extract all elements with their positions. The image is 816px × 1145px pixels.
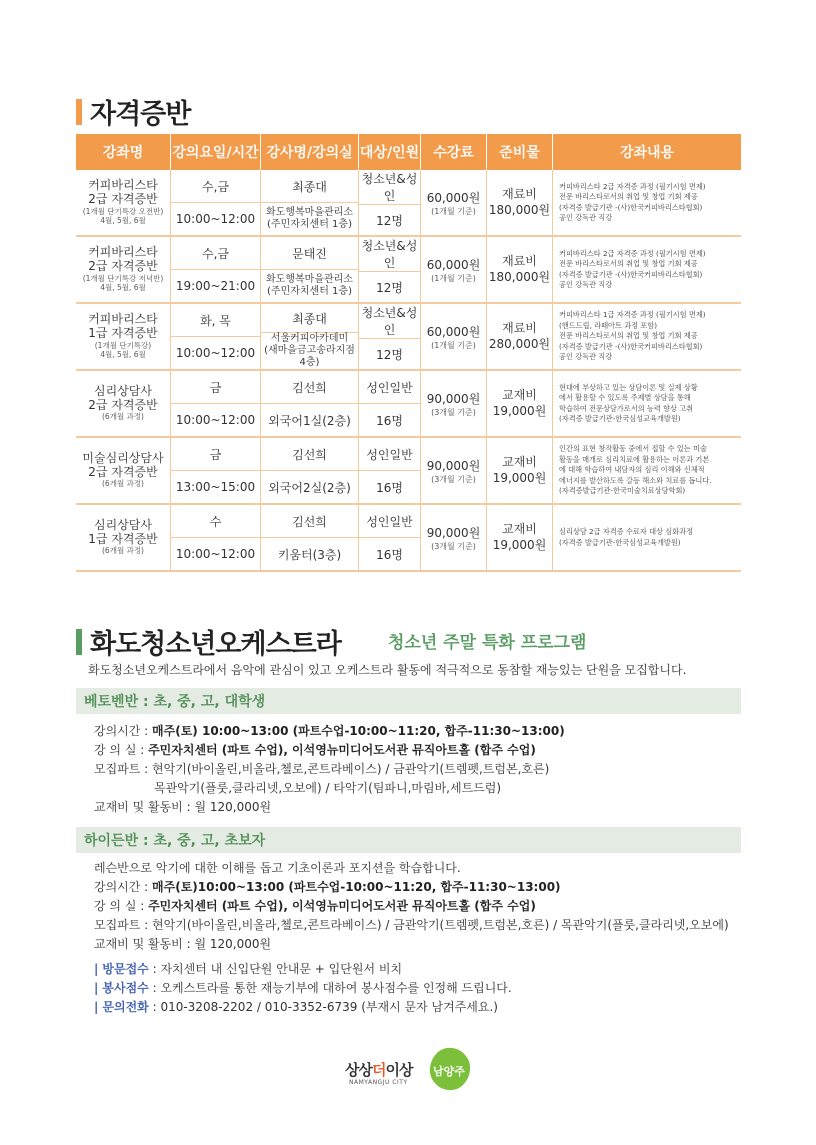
contact-line: | 문의전화 : 010-3208-2202 / 010-3352-6739 (부재시 문자 남겨주세요.) (94, 1000, 498, 1014)
info-line: 교재비 및 활동비 : 월 120,000원 (94, 800, 272, 814)
desc-line: (자격증 발급기관 -(사)한국커피바리스타협회) (559, 269, 703, 279)
logo-wordmark: 상상더이상 (345, 1061, 413, 1079)
room (261, 270, 358, 302)
fee-note: (1개월 기준) (431, 206, 476, 216)
desc-line: 전문 바리스타로서의 취업 및 창업 기회 제공 (559, 259, 698, 269)
contact-line: | 봉사점수 : 오케스트라를 통한 재능기부에 대하여 봉사점수를 인정해 드립니다. (94, 981, 512, 995)
desc-line: 공인 강독관 직강 (559, 352, 613, 362)
fee-note: (3개월 기준) (431, 474, 476, 484)
fee-cell (421, 438, 487, 503)
teacher-cell (261, 304, 359, 369)
fee-cell (421, 304, 487, 369)
header-cell: 준비물 (487, 134, 553, 170)
schedule-cell (171, 371, 261, 436)
desc-line: (자격증 발급기관-한국심성교육개발원) (559, 537, 681, 547)
course-day: 수,금 (171, 170, 260, 203)
desc-line: 커피바리스타 1급 자격증 과정 (필기시험 면제) (559, 310, 706, 320)
teacher-cell (261, 505, 359, 570)
description-cell (553, 371, 741, 436)
course-day: 화, 목 (171, 304, 260, 337)
table-body (76, 170, 741, 572)
target-cell (359, 371, 421, 436)
contact-line: | 방문접수 : 자치센터 내 신입단원 안내문 + 입단원서 비치 (94, 962, 403, 976)
fee-note: (3개월 기준) (431, 541, 476, 551)
course-name-cell (76, 237, 171, 302)
haydn-info (94, 859, 729, 954)
teacher-name: 김선희 (261, 505, 358, 538)
table-row (76, 170, 741, 237)
teacher-cell (261, 237, 359, 302)
course-name: 2급 자격증반 (88, 464, 158, 479)
section-bar (76, 99, 82, 125)
material-label: 교재비 (502, 454, 537, 469)
teacher-name: 김선희 (261, 371, 358, 404)
room-line: (새마을금고송라지점4층) (264, 345, 355, 368)
target: 청소년&성인 (359, 304, 420, 339)
fee: 90,000원 (426, 391, 481, 406)
material-cell (487, 505, 553, 570)
section-bar (76, 629, 82, 655)
section-title-orchestra (76, 622, 341, 661)
course-subnote: (6개월 과정) (102, 546, 144, 556)
target-cell (359, 237, 421, 302)
target-cell (359, 505, 421, 570)
schedule-cell (171, 438, 261, 503)
table-row (76, 505, 741, 572)
section-subtitle: 청소년 주말 특화 프로그램 (388, 633, 587, 653)
capacity: 16명 (376, 480, 403, 495)
fee: 60,000원 (426, 324, 481, 339)
course-time: 10:00~12:00 (175, 346, 256, 360)
room-line: 화도행복마을관리소 (266, 207, 353, 218)
material-cost: 19,000원 (492, 470, 547, 485)
target: 청소년&성인 (359, 170, 420, 205)
course-table (76, 134, 741, 572)
desc-line: (자격증 발급기관 -(사)한국커피바리스타협회) (559, 202, 703, 212)
capacity: 12명 (376, 347, 403, 362)
logo-subtext: NAMYANGJU CITY (349, 1079, 408, 1086)
target: 청소년&성인 (359, 237, 420, 272)
capacity: 12명 (376, 280, 403, 295)
teacher-cell (261, 170, 359, 235)
course-time: 10:00~12:00 (175, 547, 256, 561)
course-day: 금 (171, 371, 260, 404)
capacity: 16명 (376, 547, 403, 562)
info-line: 모집파트 : 현악기(바이올린,비올라,첼로,콘트라베이스) / 금관악기(트렘펫,트럼본,호른) (94, 762, 550, 776)
desc-line: 커피바리스타 2급 자격증 과정 (필기시험 면제) (559, 181, 706, 191)
fee-note: (1개월 기준) (431, 340, 476, 350)
desc-line: 공인 강독관 직강 (559, 279, 613, 289)
course-name: 1급 자격증반 (88, 325, 158, 340)
course-time: 10:00~12:00 (175, 212, 256, 226)
course-day: 수,금 (171, 237, 260, 270)
room-line: (주민자치센터 1층) (267, 219, 352, 230)
course-subnote: (1개월 단기특강 저녁반) (82, 273, 164, 283)
course-name: 2급 자격증반 (88, 258, 158, 273)
material-label: 교재비 (502, 387, 537, 402)
header-cell: 강좌명 (76, 134, 171, 170)
desc-line: 에서 활용할 수 있도록 주제별 상담을 통해 (559, 393, 691, 403)
schedule-cell (171, 170, 261, 235)
course-subnote: (1개월 단기특강) (94, 340, 152, 350)
course-name-cell (76, 505, 171, 570)
table-header (76, 134, 741, 170)
teacher-name: 최종대 (261, 170, 358, 203)
course-subnote: (1개월 단기특강 오전반) (82, 206, 164, 216)
course-time: 19:00~21:00 (175, 279, 256, 293)
course-day: 수 (171, 505, 260, 538)
room-line: (주민자치센터 1층) (267, 286, 352, 297)
fee-cell (421, 505, 487, 570)
target: 성인일반 (359, 438, 420, 471)
course-subnote: (6개월 과정) (102, 479, 144, 489)
band-haydn: 하이든반 : 초, 중, 고, 초보자 (76, 827, 741, 853)
description-cell (553, 170, 741, 235)
material-cost: 280,000원 (488, 336, 551, 351)
namyangju-logo-icon (425, 1045, 473, 1093)
room (261, 471, 358, 503)
contact-info (94, 960, 512, 1017)
room (261, 538, 358, 570)
course-name-cell (76, 304, 171, 369)
desc-line: (자격증발급기관-한국미술치료상담학회) (559, 486, 686, 496)
teacher-cell (261, 438, 359, 503)
course-subnote: 4월, 5월, 6월 (100, 283, 146, 293)
section-title-certificate (76, 92, 190, 131)
room (261, 333, 358, 369)
desc-line: 현대에 부상하고 있는 상담이론 및 실제 상황 (559, 382, 698, 392)
room (261, 404, 358, 436)
schedule-cell (171, 237, 261, 302)
fee-cell (421, 371, 487, 436)
course-name: 커피바리스타 (88, 178, 158, 193)
beethoven-info (94, 722, 565, 817)
course-subnote: (6개월 과정) (102, 412, 144, 422)
svg-text:남양주: 남양주 (433, 1065, 465, 1078)
teacher-name: 최종대 (261, 304, 358, 333)
desc-line: 학습하여 전문상담가로서의 능력 향상 고취 (559, 403, 694, 413)
course-name: 2급 자격증반 (88, 397, 158, 412)
course-name: 심리상담사 (94, 517, 152, 532)
desc-line: 전문 바리스타로서의 취업 및 창업 기회 제공 (559, 192, 698, 202)
desc-line: 에 대해 학습하여 내담자의 심리 이해와 신체적 (559, 465, 705, 475)
course-name-cell (76, 371, 171, 436)
material-label: 재료비 (502, 320, 537, 335)
course-subnote: 4월, 5월, 6월 (100, 216, 146, 226)
info-line: 강의시간 : 매주(토) 10:00~13:00 (파트수업-10:00~11:20, 합주-11:30~13:00) (94, 724, 565, 738)
fee: 90,000원 (426, 525, 481, 540)
course-name: 1급 자격증반 (88, 531, 158, 546)
course-day: 금 (171, 438, 260, 471)
material-label: 재료비 (502, 186, 537, 201)
header-cell: 강사명/강의실 (261, 134, 359, 170)
room (261, 203, 358, 235)
info-line: 강 의 실 : 주민자치센터 (파트 수업), 이석영뉴미디어도서관 뮤직아트홀 (합주 수업) (94, 899, 536, 913)
city-logo (345, 1045, 475, 1100)
info-line: 모집파트 : 현악기(바이올린,비올라,첼로,콘트라베이스) / 금관악기(트렘펫,트럼본,호른) / 목관악기(플룻,클라리넷,오보에) (94, 918, 729, 932)
course-time: 13:00~15:00 (175, 480, 256, 494)
target-cell (359, 170, 421, 235)
material-cost: 180,000원 (488, 202, 551, 217)
section-heading: 화도청소년오케스트라 (90, 629, 341, 660)
course-name: 커피바리스타 (88, 245, 158, 260)
fee-cell (421, 170, 487, 235)
fee-note: (1개월 기준) (431, 273, 476, 283)
info-line: 레슨반으로 악기에 대한 이해를 돕고 기초이론과 포지션을 학습합니다. (94, 861, 461, 875)
teacher-name: 문태진 (261, 237, 358, 270)
room-line: 서울커피아카데미 (270, 333, 349, 344)
desc-line: (핸드드립, 라떼아트 과정 포함) (559, 320, 658, 330)
description-cell (553, 237, 741, 302)
header-cell: 강의요일/시간 (171, 134, 261, 170)
room-line: 외국어2실(2층) (268, 480, 351, 495)
target-cell (359, 304, 421, 369)
capacity: 16명 (376, 413, 403, 428)
header-cell: 대상/인원 (359, 134, 421, 170)
material-cell (487, 170, 553, 235)
target: 성인일반 (359, 371, 420, 404)
schedule-cell (171, 304, 261, 369)
material-cost: 180,000원 (488, 269, 551, 284)
teacher-cell (261, 371, 359, 436)
course-subnote: 4월, 5월, 6월 (100, 350, 146, 360)
fee: 60,000원 (426, 190, 481, 205)
desc-line: 활동을 매개로 심리치료에 활용하는 이론과 기본 (559, 454, 710, 464)
course-name: 미술심리상담사 (82, 450, 164, 465)
fee-cell (421, 237, 487, 302)
material-label: 재료비 (502, 253, 537, 268)
info-line: 강의시간 : 매주(토)10:00~13:00 (파트수업-10:00~11:20, 합주-11:30~13:00) (94, 880, 561, 894)
table-row (76, 304, 741, 371)
room-line: 화도행복마을관리소 (266, 274, 353, 285)
description-cell (553, 505, 741, 570)
teacher-name: 김선희 (261, 438, 358, 471)
band-beethoven: 베토벤반 : 초, 중, 고, 대학생 (76, 688, 741, 714)
fee: 90,000원 (426, 458, 481, 473)
table-row (76, 371, 741, 438)
target-cell (359, 438, 421, 503)
fee: 60,000원 (426, 257, 481, 272)
description-cell (553, 304, 741, 369)
capacity: 12명 (376, 213, 403, 228)
material-cell (487, 438, 553, 503)
room-line: 외국어1실(2층) (268, 413, 351, 428)
header-cell: 강좌내용 (619, 145, 675, 161)
material-cost: 19,000원 (492, 537, 547, 552)
course-name-cell (76, 438, 171, 503)
desc-line: 인간의 표현 창작활동 중에서 접할 수 있는 미술 (559, 444, 707, 454)
course-name-cell (76, 170, 171, 235)
info-line: 교재비 및 활동비 : 월 120,000원 (94, 937, 272, 951)
schedule-cell (171, 505, 261, 570)
target: 성인일반 (359, 505, 420, 538)
desc-line: (자격증 발급기관 -(사)한국커피바리스타협회) (559, 341, 703, 351)
material-cell (487, 304, 553, 369)
info-line: 강 의 실 : 주민자치센터 (파트 수업), 이석영뉴미디어도서관 뮤직아트홀 (합주 수업) (94, 743, 536, 757)
desc-line: 커피바리스타 2급 자격증 과정 (필기시험 면제) (559, 248, 706, 258)
course-time: 10:00~12:00 (175, 413, 256, 427)
material-cell (487, 371, 553, 436)
material-cell (487, 237, 553, 302)
room-line: 키움터(3층) (277, 547, 342, 562)
section-heading: 자격증반 (90, 99, 191, 130)
course-name: 심리상담사 (94, 383, 152, 398)
desc-line: 에너지를 발산하도록 갈등 해소와 치료를 돕니다. (559, 475, 712, 485)
table-row (76, 438, 741, 505)
description-cell (553, 438, 741, 503)
table-row (76, 237, 741, 304)
desc-line: 전문 바리스타로서의 취업 및 창업 기회 제공 (559, 331, 698, 341)
material-label: 교재비 (502, 521, 537, 536)
desc-line: 공인 강독관 직강 (559, 212, 613, 222)
fee-note: (3개월 기준) (431, 407, 476, 417)
desc-line: (자격증 발급기관-한국심성교육개발원) (559, 413, 681, 423)
course-name: 2급 자격증반 (88, 191, 158, 206)
header-cell: 수강료 (421, 134, 487, 170)
info-line: 목관악기(플룻,클라리넷,오보에) / 타악기(팀파니,마림바,세트드럼) (154, 781, 502, 795)
course-name: 커피바리스타 (88, 312, 158, 327)
desc-line: 심리상담 2급 자격증 수료자 대상 심화과정 (559, 527, 694, 537)
intro-text: 화도청소년오케스트라에서 음악에 관심이 있고 오케스트라 활동에 적극적으로 동참할 재능있는 단원을 모집합니다. (88, 663, 687, 677)
material-cost: 19,000원 (492, 403, 547, 418)
